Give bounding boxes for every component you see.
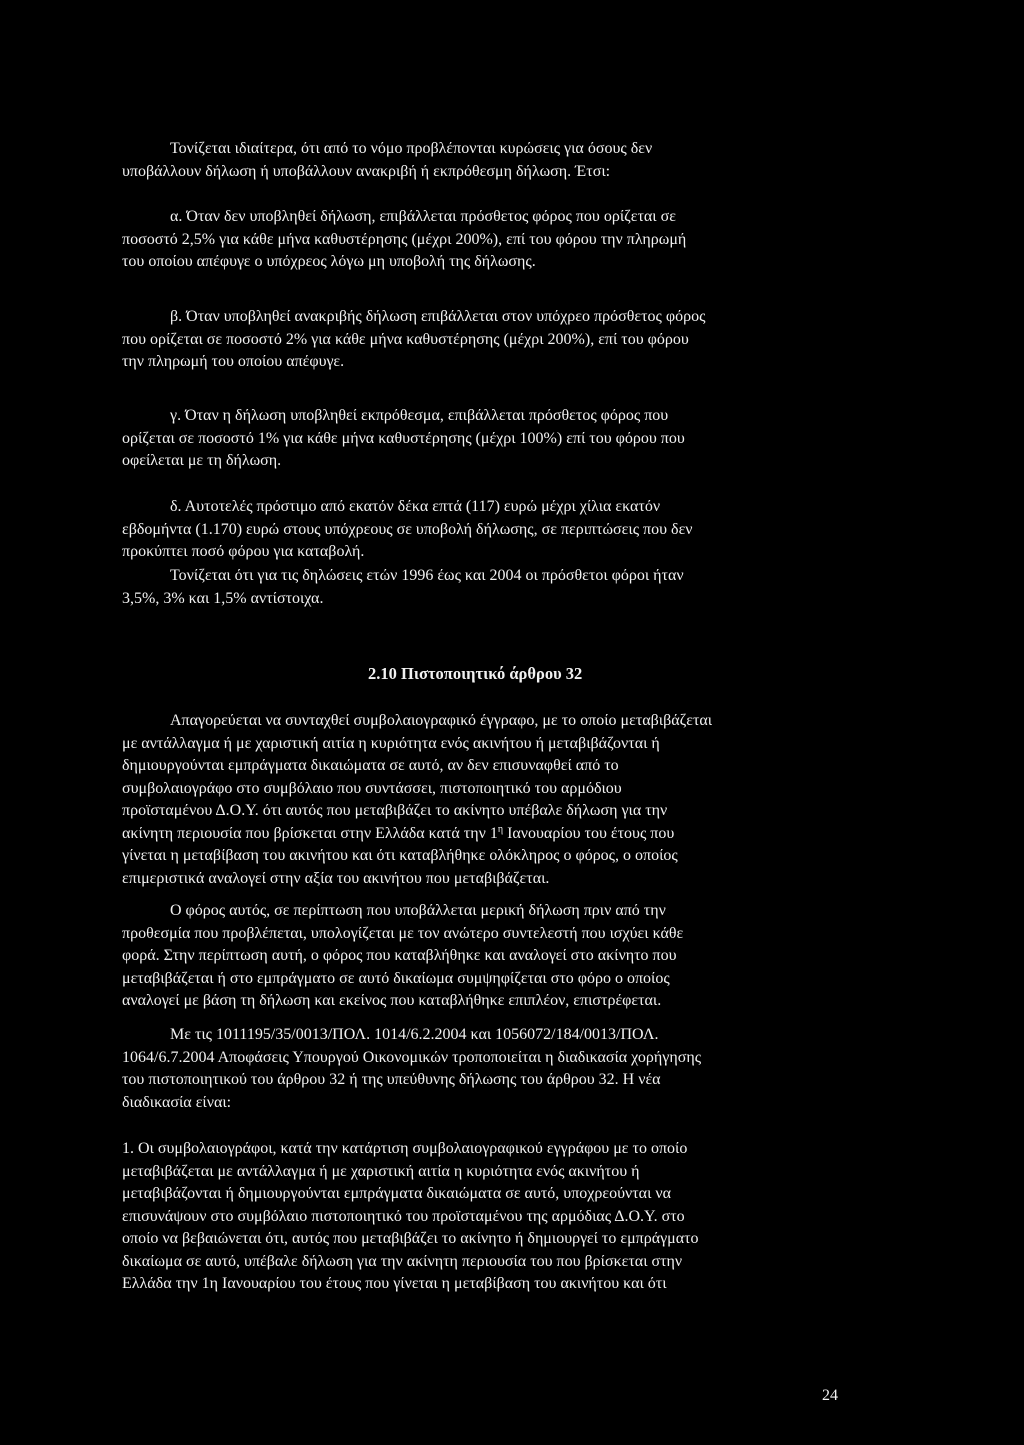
text-line: Τονίζεται ιδιαίτερα, ότι από το νόμο προβλέπονται κυρώσεις για όσους δεν	[170, 140, 653, 157]
text-line: μεταβιβάζεται ή στο εμπράγματο σε αυτό δικαίωμα συμψηφίζεται στο φόρο ο οποίος	[122, 969, 670, 987]
text-line: ορίζεται σε ποσοστό 1% για κάθε μήνα καθυστέρησης (μέχρι 100%) επί του φόρου που	[122, 429, 685, 447]
text-fragment: ακίνητη περιουσία που βρίσκεται στην Ελλάδα κατά την 1	[122, 824, 498, 842]
text-line: β. Όταν υποβληθεί ανακριβής δήλωση επιβάλλεται στον υπόχρεο πρόσθετος φόρος	[170, 308, 706, 325]
decisions-paragraph	[122, 1024, 847, 1114]
text-line: Ελλάδα την 1η Ιανουαρίου του έτους που γίνεται η μεταβίβαση του ακινήτου και ότι	[122, 1275, 667, 1292]
text-line: Με τις 1011195/35/0013/ΠΟΛ. 1014/6.2.2004 και 1056072/184/0013/ΠΟΛ.	[170, 1026, 659, 1043]
text-line: δ. Αυτοτελές πρόστιμο από εκατόν δέκα επτά (117) ευρώ μέχρι χίλια εκατόν	[170, 498, 661, 515]
item-c-paragraph	[122, 405, 847, 473]
text-line: δημιουργούνται εμπράγματα δικαιώματα σε αυτό, αν δεν επισυναφθεί από το	[122, 757, 619, 774]
text-line: οποίο να βεβαιώνεται ότι, αυτός που μεταβιβάζει το ακίνητο ή δημιουργεί το εμπράγματο	[122, 1230, 699, 1247]
text-line: αναλογεί με βάση τη δήλωση και εκείνος που καταβλήθηκε επιπλέον, επιστρέφεται.	[122, 992, 662, 1009]
rates-note-paragraph	[122, 565, 847, 610]
text-line: γίνεται η μεταβίβαση του ακινήτου και ότι καταβλήθηκε ολόκληρος ο φόρος, ο οποίος	[122, 847, 678, 864]
text-line: Ο φόρος αυτός, σε περίπτωση που υποβάλλεται μερική δήλωση πριν από την	[170, 902, 666, 919]
item-d-paragraph	[122, 496, 847, 564]
text-line: 1064/6.7.2004 Αποφάσεις Υπουργού Οικονομικών τροποποιείται η διαδικασία χορήγησης	[122, 1048, 702, 1066]
text-line: Απαγορεύεται να συνταχθεί συμβολαιογραφικό έγγραφο, με το οποίο μεταβιβάζεται	[170, 712, 713, 729]
intro-paragraph	[122, 138, 847, 183]
text-line: 3,5%, 3% και 1,5% αντίστοιχα.	[122, 589, 324, 607]
text-line: του πιστοποιητικού του άρθρου 32 ή της υπεύθυνης δήλωσης του άρθρου 32. Η νέα	[122, 1071, 661, 1088]
text-line: υποβάλλουν δήλωση ή υποβάλλουν ανακριβή ή εκπρόθεσμη δήλωση. Έτσι:	[122, 162, 611, 180]
text-line: οφείλεται με τη δήλωση.	[122, 452, 282, 469]
text-line: Τονίζεται ότι για τις δηλώσεις ετών 1996 έως και 2004 οι πρόσθετοι φόροι ήταν	[170, 567, 684, 584]
text-line: μεταβιβάζονται ή δημιουργούνται εμπράγματα δικαιώματα σε αυτό, υποχρεούνται να	[122, 1185, 671, 1202]
text-line: επιμεριστικά αναλογεί στην αξία του ακινήτου που μεταβιβάζεται.	[122, 869, 550, 887]
text-line: ποσοστό 2,5% για κάθε μήνα καθυστέρησης (μέχρι 200%), επί του φόρου την πληρωμή	[122, 230, 687, 248]
text-line: συμβολαιογράφο στο συμβόλαιο που συντάσσει, πιστοποιητικό του αρμόδιου	[122, 779, 622, 797]
item-a-paragraph	[122, 206, 847, 274]
text-line: εβδομήντα (1.170) ευρώ στους υπόχρεους σε υποβολή δήλωσης, σε περιπτώσεις που δεν	[122, 520, 693, 538]
text-line: 1. Οι συμβολαιογράφοι, κατά την κατάρτιση συμβολαιογραφικού εγγράφου με το οποίο	[122, 1140, 688, 1157]
text-line	[122, 823, 847, 846]
text-line: μεταβιβάζεται με αντάλλαγμα ή με χαριστική αιτία η κυριότητα ενός ακινήτου ή	[122, 1162, 640, 1180]
tax-paragraph	[122, 900, 847, 1013]
text-line: του οποίου απέφυγε ο υπόχρεος λόγω μη υποβολή της δήλωσης.	[122, 253, 536, 270]
text-fragment: Ιανουαρίου του έτους που	[503, 824, 675, 842]
text-line: α. Όταν δεν υποβληθεί δήλωση, επιβάλλεται πρόσθετος φόρος που ορίζεται σε	[170, 208, 676, 225]
text-line: διαδικασία είναι:	[122, 1093, 232, 1111]
text-line: προθεσμία που προβλέπεται, υπολογίζεται με τον ανώτερο συντελεστή που ισχύει κάθε	[122, 924, 684, 942]
text-line: δικαίωμα σε αυτό, υπέβαλε δήλωση για την ακίνητη περιουσία του που βρίσκεται στην	[122, 1252, 683, 1270]
certificate-paragraph	[122, 710, 847, 890]
page-number: 24	[822, 1387, 838, 1404]
text-line: με αντάλλαγμα ή με χαριστική αιτία η κυριότητα ενός ακινήτου ή μεταβιβάζονται ή	[122, 734, 660, 752]
text-line: που ορίζεται σε ποσοστό 2% για κάθε μήνα καθυστέρησης (μέχρι 200%), επί του φόρου	[122, 330, 689, 348]
text-line: φορά. Στην περίπτωση αυτή, ο φόρος που καταβλήθηκε και αναλογεί στο ακίνητο που	[122, 947, 677, 964]
notaries-paragraph	[122, 1138, 847, 1296]
item-b-paragraph	[122, 306, 847, 374]
text-line: επισυνάψουν στο συμβόλαιο πιστοποιητικό του προϊσταμένου της αρμόδιας Δ.Ο.Υ. στο	[122, 1207, 685, 1225]
text-line: την πληρωμή του οποίου απέφυγε.	[122, 353, 345, 370]
text-line: προκύπτει ποσό φόρου για καταβολή.	[122, 543, 365, 560]
text-line: γ. Όταν η δήλωση υποβληθεί εκπρόθεσμα, επιβάλλεται πρόσθετος φόρος που	[170, 407, 669, 424]
text-line: προϊσταμένου Δ.Ο.Υ. ότι αυτός που μεταβιβάζει το ακίνητο υπέβαλε δήλωση για την	[122, 802, 668, 819]
section-heading: 2.10 Πιστοποιητικό άρθρου 32	[368, 664, 583, 683]
superscript: η	[497, 823, 504, 835]
